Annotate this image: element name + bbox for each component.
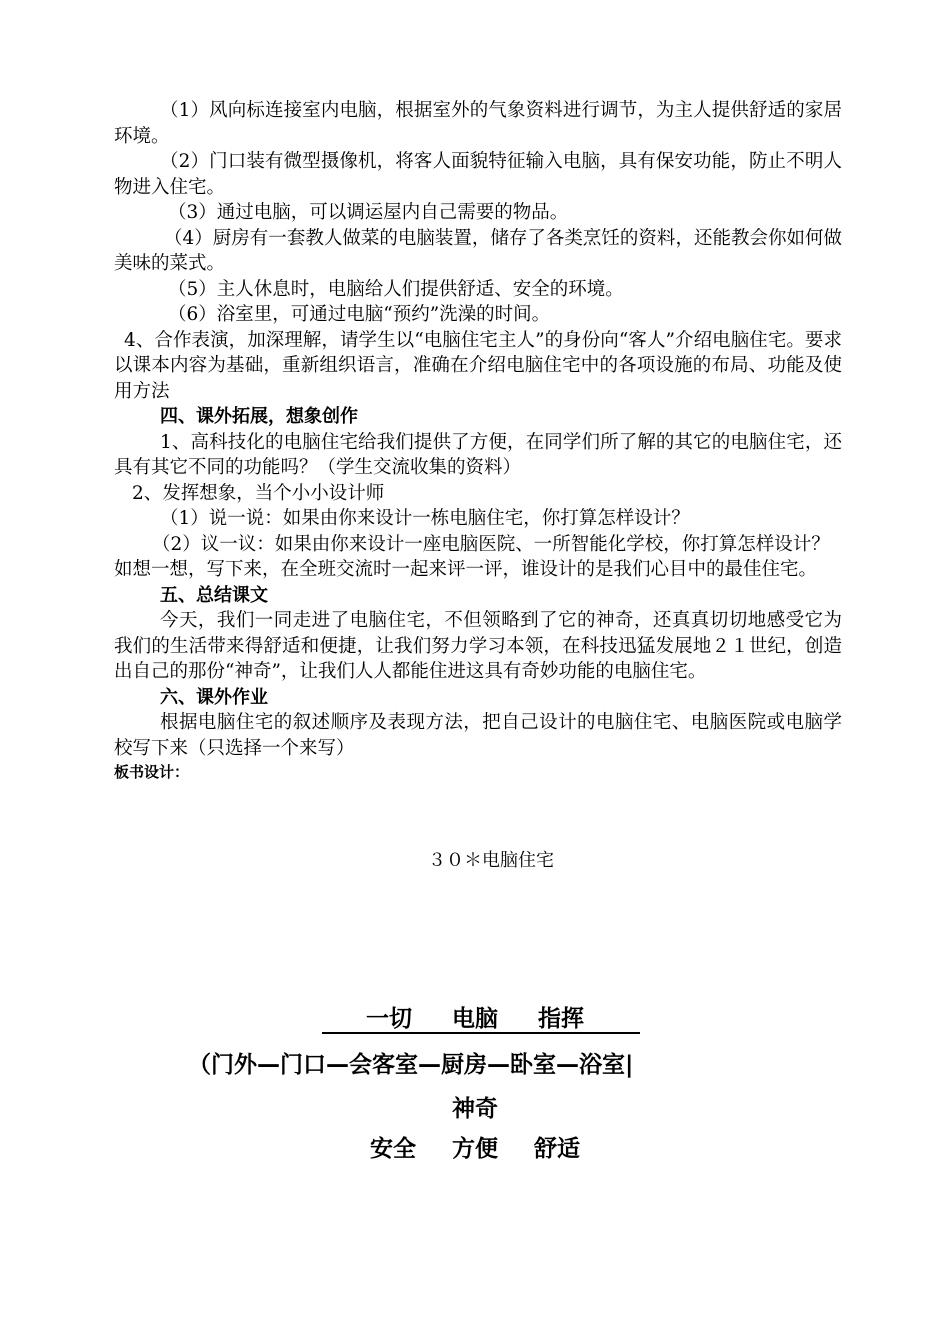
- board-word-convenient: 方便: [452, 1136, 498, 1162]
- paragraph-bathroom: （6）浴室里，可通过电脑“预约”洗澡的时间。: [168, 304, 551, 325]
- section-heading-4: 四、课外拓展，想象创作: [160, 406, 358, 427]
- paragraph-wind-vane: （1）风向标连接室内电脑，根据室外的气象资料进行调节，为主人提供舒适的家居环境。: [114, 100, 842, 147]
- board-line-magic: 神奇: [452, 1096, 498, 1122]
- board-word-comfortable: 舒适: [534, 1136, 581, 1162]
- section-heading-6: 六、课外作业: [160, 686, 268, 708]
- paragraph-extension-1: 1、高科技化的电脑住宅给我们提供了方便，在同学们所了解的其它的电脑住宅，还具有其它不同的功能吗？（学生交流收集的资料）: [114, 431, 842, 478]
- paragraph-extension-2: 2、发挥想象，当个小小设计师: [132, 482, 385, 504]
- board-word-everything: 一切: [365, 1006, 412, 1032]
- board-word-computer: 电脑: [452, 1006, 498, 1032]
- board-underline: [322, 1032, 640, 1034]
- board-design-label: 板书设计：: [114, 763, 190, 781]
- paragraph-role-play: 4、合作表演，加深理解，请学生以“电脑住宅主人”的身份向“客人”介绍电脑住宅。要求以课本内容为基础，重新组织语言，准确在介绍电脑住宅中的各项设施的布局、功能及使用方法: [114, 329, 842, 402]
- paragraph-summary: 今天，我们一同走进了电脑住宅，不但领略到了它的神奇，还真真切切地感受它为我们的生活带来得舒适和便捷，让我们努力学习本领，在科技迅猛发展地２１世纪，创造出自己的那份“神奇”，让我们人人都能住进这具有奇妙功能的电脑住宅。: [114, 610, 842, 682]
- paragraph-think-write: 如想一想，写下来，在全班交流时一起来评一评，谁设计的是我们心目中的最佳住宅。: [114, 559, 818, 580]
- board-title: ３０＊电脑住宅: [428, 850, 554, 871]
- paragraph-transport: （3）通过电脑，可以调运屋内自己需要的物品。: [168, 202, 569, 223]
- board-word-safe: 安全: [369, 1136, 416, 1162]
- board-word-command: 指挥: [538, 1006, 585, 1032]
- paragraph-say: （1）说一说：如果由你来设计一栋电脑住宅，你打算怎样设计？: [160, 508, 690, 529]
- paragraph-camera: （2）门口装有微型摄像机，将客人面貌特征输入电脑，具有保安功能，防止不明人物进入住宅。: [114, 151, 842, 198]
- paragraph-kitchen: （4）厨房有一套教人做菜的电脑装置，储存了各类烹饪的资料，还能教会你如何做美味的菜式。: [114, 227, 842, 274]
- board-line-qualities: [0, 1130, 950, 1163]
- board-line-command: [0, 1000, 950, 1033]
- document-body: [114, 98, 842, 783]
- paragraph-rest: （5）主人休息时，电脑给人们提供舒适、安全的环境。: [168, 278, 624, 300]
- board-line-rooms: （门外—门口—会客室—厨房—卧室—浴室|: [188, 1052, 634, 1078]
- paragraph-homework: 根据电脑住宅的叙述顺序及表现方法，把自己设计的电脑住宅、电脑医院或电脑学校写下来（只选择一个来写）: [114, 712, 842, 759]
- section-heading-5: 五、总结课文: [160, 584, 268, 606]
- paragraph-discuss: （2）议一议：如果由你来设计一座电脑医院、一所智能化学校，你打算怎样设计？: [152, 533, 830, 555]
